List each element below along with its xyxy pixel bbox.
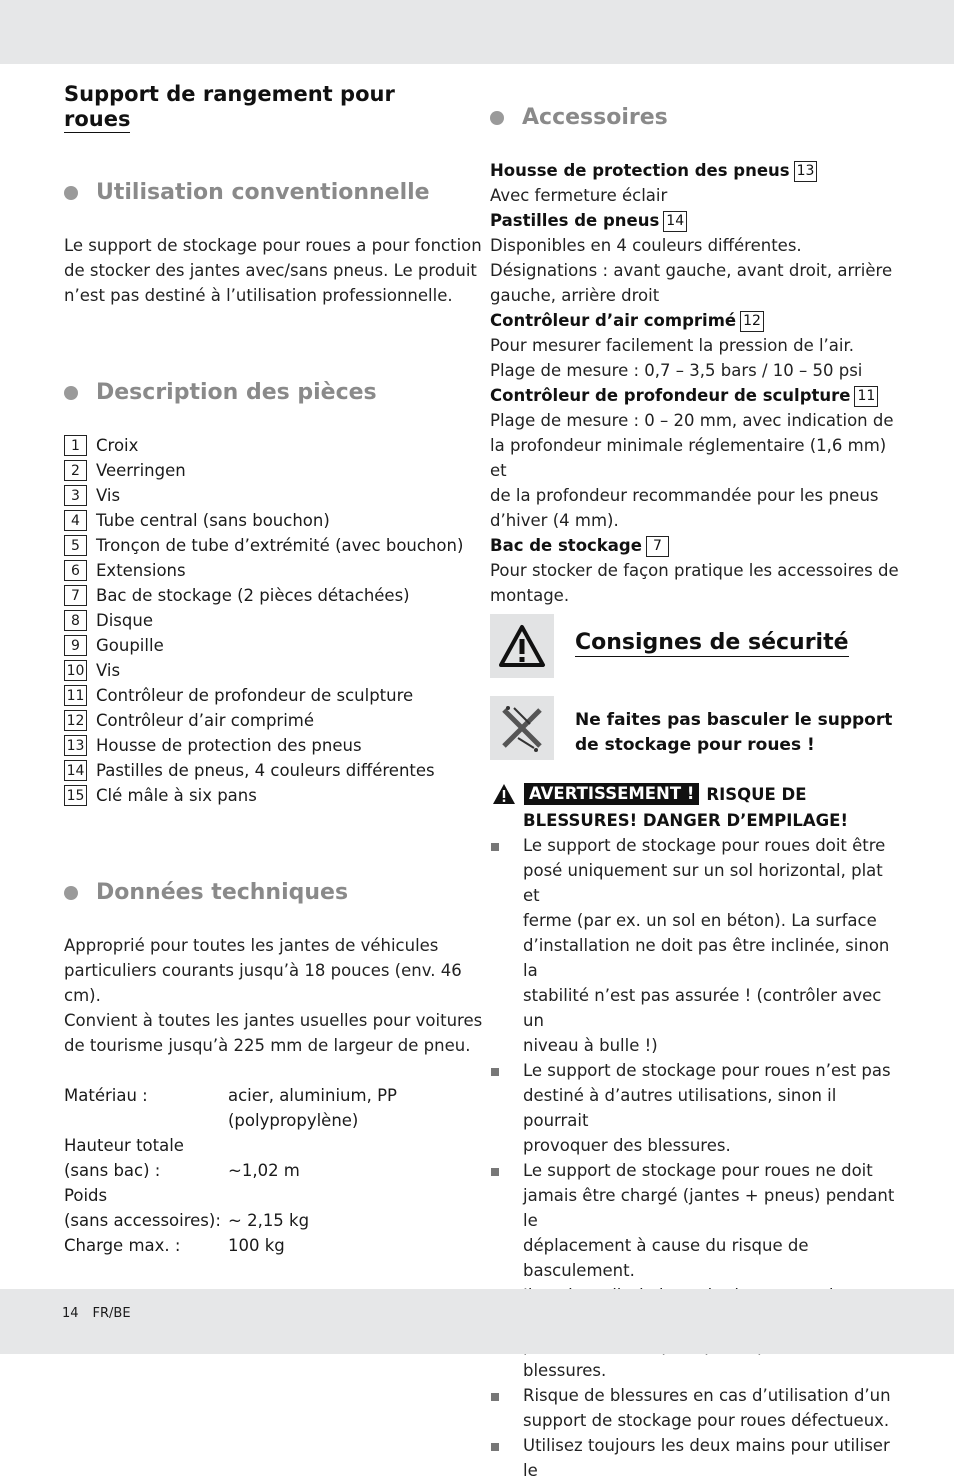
bullet-dot-icon (64, 886, 78, 900)
warning-line-2: BLESSURES! DANGER D’EMPILAGE! (523, 811, 848, 830)
safety-bullet-line: Utilisez toujours les deux mains pour utiliser le (523, 1436, 890, 1480)
part-number: 11 (64, 685, 87, 706)
no-tipping-icon (494, 700, 550, 756)
accessory-title (490, 533, 900, 558)
accessory-title-text: Housse de protection des pneus (490, 161, 790, 180)
part-row (64, 633, 463, 658)
accessory-desc-line: gauche, arrière droit (490, 286, 660, 305)
spec-row (64, 1083, 464, 1108)
accessory-desc-line: Pour stocker de façon pratique les accessoires de (490, 561, 899, 580)
part-label: Goupille (96, 636, 164, 655)
safety-bullet-text (523, 1158, 900, 1283)
accessories-list (490, 158, 900, 608)
usage-line: Le support de stockage pour roues a pour fonction (64, 236, 482, 255)
part-row (64, 758, 463, 783)
bullet-square-icon (491, 1393, 499, 1401)
safety-bullet-line: provoquer des blessures. (523, 1136, 731, 1155)
safety-bullet-line: Risque de blessures en cas d’utilisation d’un (523, 1386, 891, 1405)
language-code: FR/BE (92, 1306, 131, 1321)
safety-bullet (490, 1158, 900, 1283)
part-row (64, 608, 463, 633)
spec-key: (sans accessoires): (64, 1211, 221, 1230)
bottom-band (0, 1289, 954, 1354)
spec-row (64, 1133, 464, 1158)
accessory-desc-line: Disponibles en 4 couleurs différentes. (490, 236, 802, 255)
part-number: 7 (64, 585, 87, 606)
accessory-desc-line: montage. (490, 586, 570, 605)
safety-bullet-text (523, 833, 900, 1058)
part-label: Tronçon de tube d’extrémité (avec bouchon) (96, 536, 464, 555)
warning-triangle-icon (498, 624, 546, 668)
part-label: Bac de stockage (2 pièces détachées) (96, 586, 410, 605)
part-label: Clé mâle à six pans (96, 786, 257, 805)
part-row (64, 533, 463, 558)
spec-value (228, 1133, 464, 1158)
part-row (64, 733, 463, 758)
part-number: 10 (64, 660, 87, 681)
part-row (64, 583, 463, 608)
accessory-title-text: Contrôleur de profondeur de sculpture (490, 386, 851, 405)
accessory-desc-line: Pour mesurer facilement la pression de l’air. (490, 336, 854, 355)
accessory-number: 11 (854, 386, 878, 407)
accessory-title-text: Contrôleur d’air comprimé (490, 311, 737, 330)
top-band (0, 0, 954, 64)
part-label: Croix (96, 436, 139, 455)
spec-row (64, 1108, 464, 1133)
bullet-square-icon (491, 1068, 499, 1076)
accessory-number: 14 (663, 211, 687, 232)
accessory-number: 13 (794, 161, 818, 182)
spec-value: ~1,02 m (228, 1161, 300, 1180)
safety-bullet-line: d’installation ne doit pas être inclinée, sinon la (523, 936, 890, 980)
bullet-square-icon (491, 843, 499, 851)
accessory-title-text: Bac de stockage (490, 536, 642, 555)
section-heading-usage (64, 180, 430, 205)
safety-bullet-line: niveau à bulle !) (523, 1036, 658, 1055)
part-number: 9 (64, 635, 87, 656)
bullet-square-icon (491, 1443, 499, 1451)
tip-line-2: de stockage pour roues ! (575, 735, 815, 755)
warning-rest: RISQUE DE (706, 784, 807, 804)
part-row (64, 708, 463, 733)
bullet-dot-icon (490, 111, 504, 125)
accessory-title (490, 158, 900, 183)
tech-line: Convient à toutes les jantes usuelles pour voitures (64, 1011, 483, 1030)
safety-bullet-line: déplacement à cause du risque de basculement. (523, 1236, 809, 1280)
tech-line: de tourisme jusqu’à 225 mm de largeur de pneu. (64, 1036, 471, 1055)
section-heading-parts-text: Description des pièces (96, 380, 377, 405)
safety-bullet-line: jamais être chargé (jantes + pneus) pendant le (523, 1186, 895, 1230)
part-label: Pastilles de pneus, 4 couleurs différentes (96, 761, 435, 780)
safety-bullet (490, 1433, 900, 1483)
spec-key: Hauteur totale (64, 1136, 184, 1155)
part-label: Housse de protection des pneus (96, 736, 362, 755)
page-title (64, 82, 395, 132)
no-tipping-box (490, 696, 554, 760)
accessory-desc-line: d’hiver (4 mm). (490, 511, 619, 530)
part-row (64, 458, 463, 483)
part-number: 1 (64, 435, 87, 456)
accessory-title (490, 208, 900, 233)
part-label: Contrôleur d’air comprimé (96, 711, 315, 730)
bullet-square-icon (491, 1168, 499, 1176)
bullet-dot-icon (64, 186, 78, 200)
spec-key: Poids (64, 1186, 108, 1205)
safety-bullet-line: Le support de stockage pour roues ne doit (523, 1161, 873, 1180)
usage-paragraph (64, 233, 482, 308)
spec-value: acier, aluminium, PP (228, 1086, 397, 1105)
accessory-title-text: Pastilles de pneus (490, 211, 660, 230)
tech-line: cm). (64, 986, 101, 1005)
accessory-desc-line: Avec fermeture éclair (490, 186, 668, 205)
safety-bullet-text (523, 1058, 900, 1158)
spec-row (64, 1233, 464, 1258)
part-number: 6 (64, 560, 87, 581)
spec-key (64, 1108, 228, 1133)
part-number: 8 (64, 610, 87, 631)
safety-bullet-line: ferme (par ex. un sol en béton). La surface (523, 911, 877, 930)
page-number: 14 (62, 1306, 79, 1321)
safety-heading (575, 630, 849, 655)
part-row (64, 483, 463, 508)
tip-warning-text (575, 708, 892, 758)
part-number: 3 (64, 485, 87, 506)
part-label: Tube central (sans bouchon) (96, 511, 330, 530)
part-label: Veerringen (96, 461, 186, 480)
part-number: 4 (64, 510, 87, 531)
section-heading-accessories (490, 105, 668, 130)
safety-bullets (490, 833, 900, 1483)
spec-value: ~ 2,15 kg (228, 1211, 310, 1230)
warning-badge: AVERTISSEMENT ! (524, 783, 699, 805)
accessory-desc-line: de la profondeur recommandée pour les pneus (490, 486, 879, 505)
part-number: 13 (64, 735, 87, 756)
safety-bullet (490, 833, 900, 1058)
spec-key: Matériau : (64, 1086, 148, 1105)
spec-row (64, 1208, 464, 1233)
section-heading-accessories-text: Accessoires (522, 105, 668, 130)
part-label: Disque (96, 611, 153, 630)
warning-triangle-box (490, 614, 554, 678)
accessory-desc-line: Plage de mesure : 0,7 – 3,5 bars / 10 – 50 psi (490, 361, 863, 380)
accessory-number: 7 (646, 536, 669, 557)
safety-bullet-line: destiné à d’autres utilisations, sinon il pourrait (523, 1086, 837, 1130)
spec-value: 100 kg (228, 1236, 285, 1255)
usage-line: de stocker des jantes avec/sans pneus. Le produit (64, 261, 477, 280)
part-number: 5 (64, 535, 87, 556)
part-row (64, 433, 463, 458)
safety-bullet (490, 1058, 900, 1158)
part-label: Vis (96, 661, 121, 680)
part-label: Extensions (96, 561, 186, 580)
safety-bullet (490, 1383, 900, 1433)
accessory-number: 12 (740, 311, 764, 332)
usage-line: n’est pas destiné à l’utilisation professionnelle. (64, 286, 453, 305)
page-title-line2: roues (64, 107, 131, 131)
tech-line: Approprié pour toutes les jantes de véhicules (64, 936, 439, 955)
spec-row (64, 1158, 464, 1183)
page-title-line1: Support de rangement pour (64, 82, 395, 106)
part-row (64, 508, 463, 533)
footer (62, 1306, 145, 1321)
safety-bullet-line: stabilité n’est pas assurée ! (contrôler avec un (523, 986, 882, 1030)
part-row (64, 683, 463, 708)
section-heading-tech (64, 880, 348, 905)
tip-line-1: Ne faites pas basculer le support (575, 710, 893, 730)
part-number: 14 (64, 760, 87, 781)
part-row (64, 783, 463, 808)
accessory-title (490, 308, 900, 333)
tech-paragraph (64, 933, 482, 1058)
spec-table (64, 1083, 464, 1258)
accessory-desc-line: Plage de mesure : 0 – 20 mm, avec indication de (490, 411, 894, 430)
safety-heading-text: Consignes de sécurité (575, 630, 849, 655)
spec-value: (polypropylène) (228, 1111, 359, 1130)
accessory-desc-line: la profondeur minimale réglementaire (1,6 mm) et (490, 436, 887, 480)
spec-key: Charge max. : (64, 1236, 181, 1255)
safety-bullet-text (523, 1433, 900, 1483)
part-row (64, 658, 463, 683)
part-number: 15 (64, 785, 87, 806)
safety-bullet-text (523, 1383, 891, 1433)
spec-key: (sans bac) : (64, 1161, 161, 1180)
section-heading-parts (64, 380, 377, 405)
section-heading-usage-text: Utilisation conventionnelle (96, 180, 430, 205)
spec-value (228, 1183, 464, 1208)
safety-bullet-line: posé uniquement sur un sol horizontal, plat et (523, 861, 883, 905)
warning-header (492, 783, 807, 805)
safety-bullet-line: blessures. (523, 1361, 607, 1380)
safety-bullet-line: support de stockage pour roues défectueux. (523, 1411, 890, 1430)
warning-small-icon (492, 783, 516, 805)
section-heading-tech-text: Données techniques (96, 880, 349, 905)
part-label: Contrôleur de profondeur de sculpture (96, 686, 414, 705)
part-label: Vis (96, 486, 121, 505)
part-number: 12 (64, 710, 87, 731)
part-number: 2 (64, 460, 87, 481)
safety-bullet-line: Le support de stockage pour roues n’est pas (523, 1061, 891, 1080)
safety-bullet-line: Le support de stockage pour roues doit être (523, 836, 886, 855)
accessory-title (490, 383, 900, 408)
tech-line: particuliers courants jusqu’à 18 pouces (env. 46 (64, 961, 462, 980)
spec-row (64, 1183, 464, 1208)
accessory-desc-line: Désignations : avant gauche, avant droit, arrière (490, 261, 893, 280)
parts-list (64, 433, 463, 808)
part-row (64, 558, 463, 583)
bullet-dot-icon (64, 386, 78, 400)
